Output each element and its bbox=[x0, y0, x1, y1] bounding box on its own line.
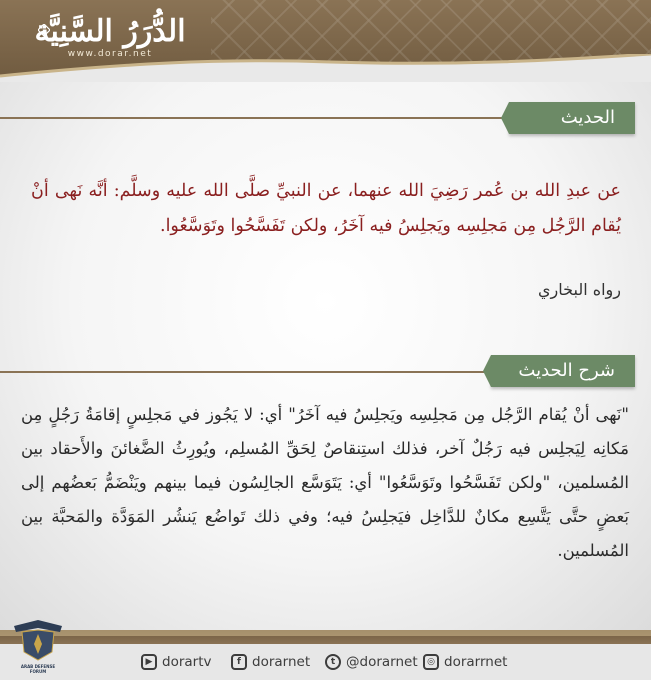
header-banner bbox=[0, 0, 651, 82]
shield-emblem-icon bbox=[8, 618, 68, 664]
social-label: dorarnet bbox=[252, 654, 311, 670]
divider-hadith bbox=[0, 117, 526, 119]
content-card bbox=[0, 82, 651, 630]
hadith-narrator: رواه البخاري bbox=[538, 280, 621, 299]
sharh-text: "نَهى أنْ يُقام الرَّجُل مِن مَجلِسِه ويَجلِسُ فيه آخَرُ" أي: لا يَجُوز في مَجلِسٍ إقامَةُ رَجُلٍ مِن مَكانِه لِيَجلِس فيه رَجُلٌ آخر، فذلك استِنقاصٌ لِحَقِّ المُسلِم، ويُورِثُ الضَّغائنَ والأَحقاد بين المُسلمين، "ولكن تَفَسَّحُوا وتَوَسَّعُوا" أي: يَتَوَسَّع الجالِسُون فيما بينهم ويَنْضَمُّ بَعضُهم إلى بَعضٍ حتَّى يَتَّسِع مكانٌ للدَّاخِل فيَجلِسُ فيه؛ وفي ذلك تَواضُع يَنشُر المَوَدَّة والمَحبَّة بين المُسلمين. bbox=[21, 405, 629, 560]
footer-border bbox=[0, 630, 651, 644]
section-tag-sharh: شرح الحديث bbox=[491, 355, 635, 387]
logo-title: الدُّرَرُ السَّنِيَّة bbox=[34, 14, 186, 49]
dorar-logo[interactable] bbox=[24, 14, 196, 59]
watermark-label: ARAB DEFENSE FORUM bbox=[20, 664, 56, 674]
social-twitter[interactable] bbox=[325, 652, 418, 672]
instagram-icon: ◎ bbox=[423, 654, 439, 670]
arab-defense-forum-watermark bbox=[8, 618, 68, 676]
divider-sharh bbox=[0, 371, 508, 373]
social-instagram[interactable] bbox=[423, 652, 507, 672]
facebook-icon: f bbox=[231, 654, 247, 670]
social-facebook[interactable] bbox=[231, 652, 310, 672]
social-label: @dorarnet bbox=[346, 654, 418, 670]
section-tag-hadith: الحديث bbox=[509, 102, 635, 134]
logo-url: www.dorar.net bbox=[67, 49, 153, 59]
logo-ornament-icon bbox=[38, 24, 50, 36]
hadith-text: عن عبدِ الله بن عُمر رَضِيَ الله عنهما، عن النبيِّ صلَّى الله عليه وسلَّم: أنَّه نَهى أنْ يُقام الرَّجُل مِن مَجلِسِه ويَجلِسُ فيه آخَرُ، ولكن تَفَسَّحُوا وتَوَسَّعُوا. bbox=[31, 181, 621, 236]
social-label: dorarrnet bbox=[444, 654, 508, 670]
youtube-icon: ▶ bbox=[141, 654, 157, 670]
twitter-icon: t bbox=[325, 654, 341, 670]
social-label: dorartv bbox=[162, 654, 212, 670]
social-youtube[interactable] bbox=[141, 652, 212, 672]
